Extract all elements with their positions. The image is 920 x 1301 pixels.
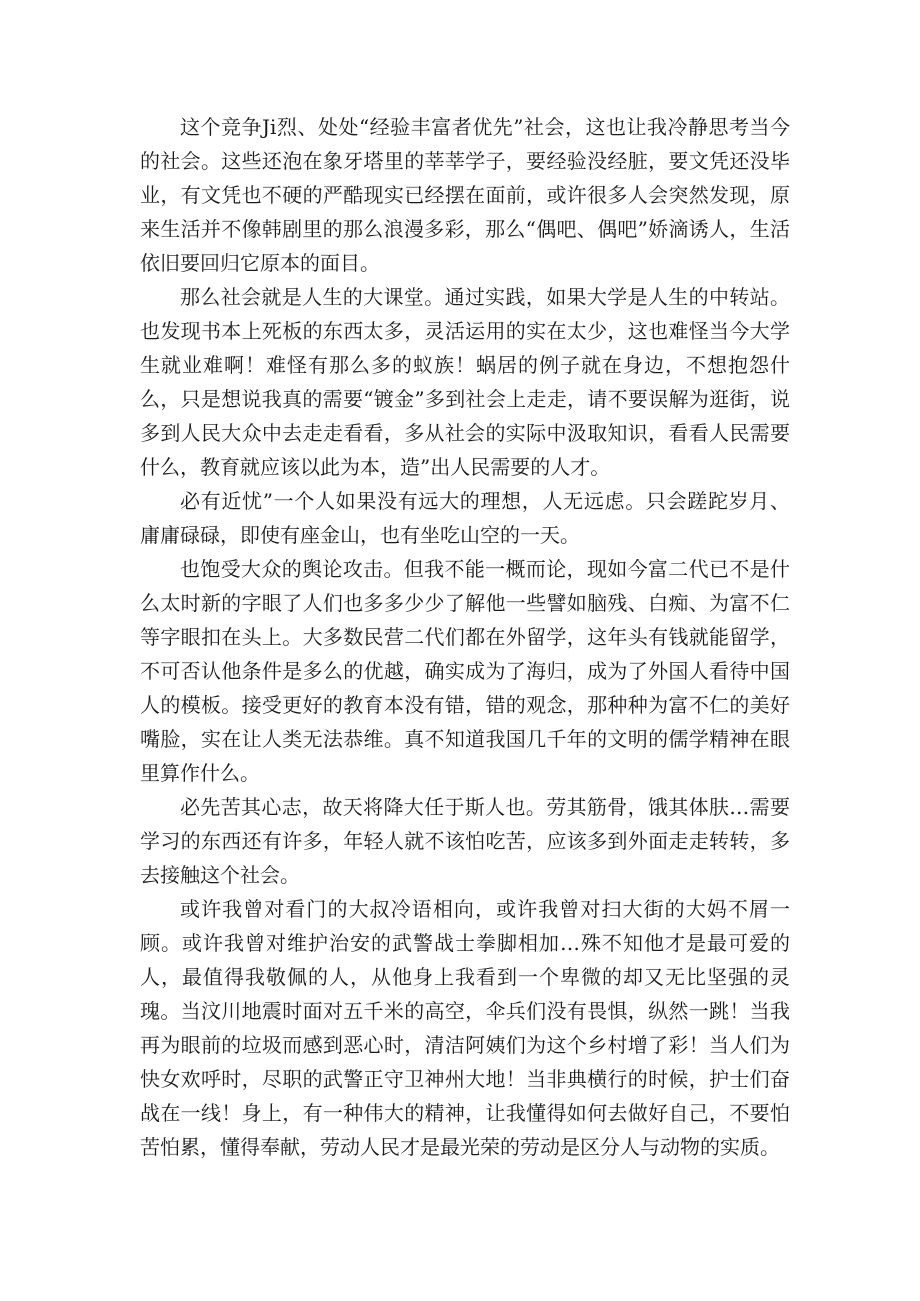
paragraph-3: 必有近忧”一个人如果没有远大的理想，人无远虑。只会蹉跎岁月、庸庸碌碌，即使有座金山，也有坐吃山空的一天。	[140, 489, 790, 547]
paragraph-6: 或许我曾对看门的大叔冷语相向，或许我曾对扫大街的大妈不屑一顾。或许我曾对维护治安的武警战士拳脚相加…殊不知他才是最可爱的人，最值得我敬佩的人，从他身上我看到一个卑微的却又无比坚强的灵瑰。当汶川地震时面对五千米的高空，伞兵们没有畏惧，纵然一跳！当我再为眼前的垃圾而感到恶心时，清洁阿姨们为这个乡村增了彩！当人们为快女欢呼时，尽职的武警正守卫神州大地！当非典横行的时候，护士们奋战在一线！身上，有一种伟大的精神，让我懂得如何去做好自己，不要怕苦怕累，懂得奉献，劳动人民才是最光荣的劳动是区分人与动物的实质。	[140, 897, 790, 1159]
paragraph-1: 这个竞争Ji烈、处处“经验丰富者优先”社会，这也让我冷静思考当今的社会。这些还泡在象牙塔里的莘莘学子，要经验没经脏，要文凭还没毕业，有文凭也不硬的严酷现实已经摆在面前，或许很多人会突然发现，原来生活并不像韩剧里的那么浪漫多彩，那么“偶吧、偶吧”娇滴诱人，生活依旧要回归它原本的面目。	[140, 115, 790, 275]
paragraph-5: 必先苦其心志，故天将降大任于斯人也。劳其筋骨，饿其体肤…需要学习的东西还有许多，年轻人就不该怕吃苦，应该多到外面走走转转，多去接触这个社会。	[140, 795, 790, 887]
document-body	[140, 110, 790, 1164]
paragraph-4: 也饱受大众的舆论攻击。但我不能一概而论，现如今富二代已不是什么太时新的字眼了人们也多多少少了解他一些譬如脑残、白痴、为富不仁等字眼扣在头上。大多数民营二代们都在外留学，这年头有钱就能留学，不可否认他条件是多么的优越，确实成为了海归，成为了外国人看待中国人的模板。接受更好的教育本没有错，错的观念，那种种为富不仁的美好嘴脸，实在让人类无法恭维。真不知道我国几千年的文明的儒学精神在眼里算作什么。	[140, 557, 790, 785]
paragraph-2: 那么社会就是人生的大课堂。通过实践，如果大学是人生的中转站。也发现书本上死板的东西太多，灵活运用的实在太少，这也难怪当今大学生就业难啊！难怪有那么多的蚁族！蜗居的例子就在身边，不想抱怨什么，只是想说我真的需要“镀金”多到社会上走走，请不要误解为逛街，说多到人民大众中去走走看看，多从社会的实际中汲取知识，看看人民需要什么，教育就应该以此为本，造”出人民需要的人才。	[140, 285, 790, 479]
